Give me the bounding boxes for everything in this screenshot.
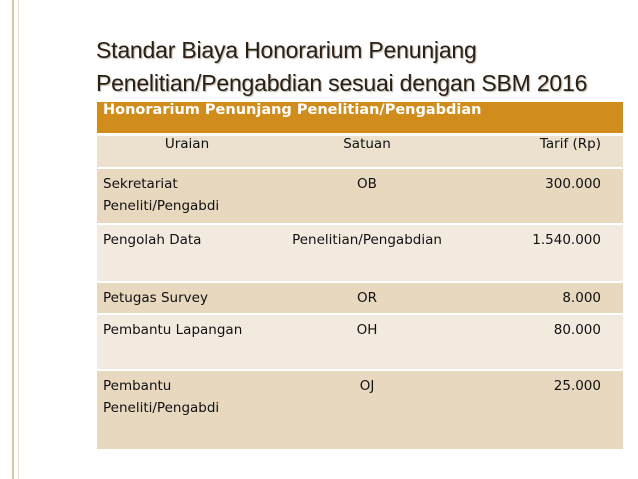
cell-tarif: 25.000 [457,370,623,450]
table-row [97,168,623,224]
cell-uraian: Petugas Survey [97,282,277,314]
cell-tarif: 300.000 [457,168,623,224]
honorarium-table [97,102,623,451]
cell-satuan: OH [277,314,457,370]
cell-uraian: Pembantu Peneliti/Pengabdi [97,370,277,450]
column-header-tarif: Tarif (Rp) [457,135,623,169]
slide-title-line-2: Penelitian/Pengabdian sesuai dengan SBM 2016 [96,70,588,96]
cell-uraian: Pembantu Lapangan [97,314,277,370]
table-column-headers [97,135,623,169]
table-row [97,370,623,450]
cell-satuan: OJ [277,370,457,450]
table-title: Honorarium Penunjang Penelitian/Pengabdian [97,102,623,135]
cell-satuan: OB [277,168,457,224]
cell-satuan: Penelitian/Pengabdian [277,224,457,282]
cell-tarif: 80.000 [457,314,623,370]
decorative-left-rule-thin [18,0,19,479]
cell-tarif: 8.000 [457,282,623,314]
cell-uraian: Pengolah Data [97,224,277,282]
cell-satuan: OR [277,282,457,314]
cell-tarif: 1.540.000 [457,224,623,282]
column-header-satuan: Satuan [277,135,457,169]
column-header-uraian: Uraian [97,135,277,169]
cell-uraian: Sekretariat Peneliti/Pengabdi [97,168,277,224]
decorative-left-rule [12,0,14,479]
table-row [97,314,623,370]
slide-title-line-1: Standar Biaya Honorarium Penunjang [96,37,477,63]
slide-title [96,34,626,100]
table-row [97,282,623,314]
table-title-row [97,102,623,135]
table-row [97,224,623,282]
